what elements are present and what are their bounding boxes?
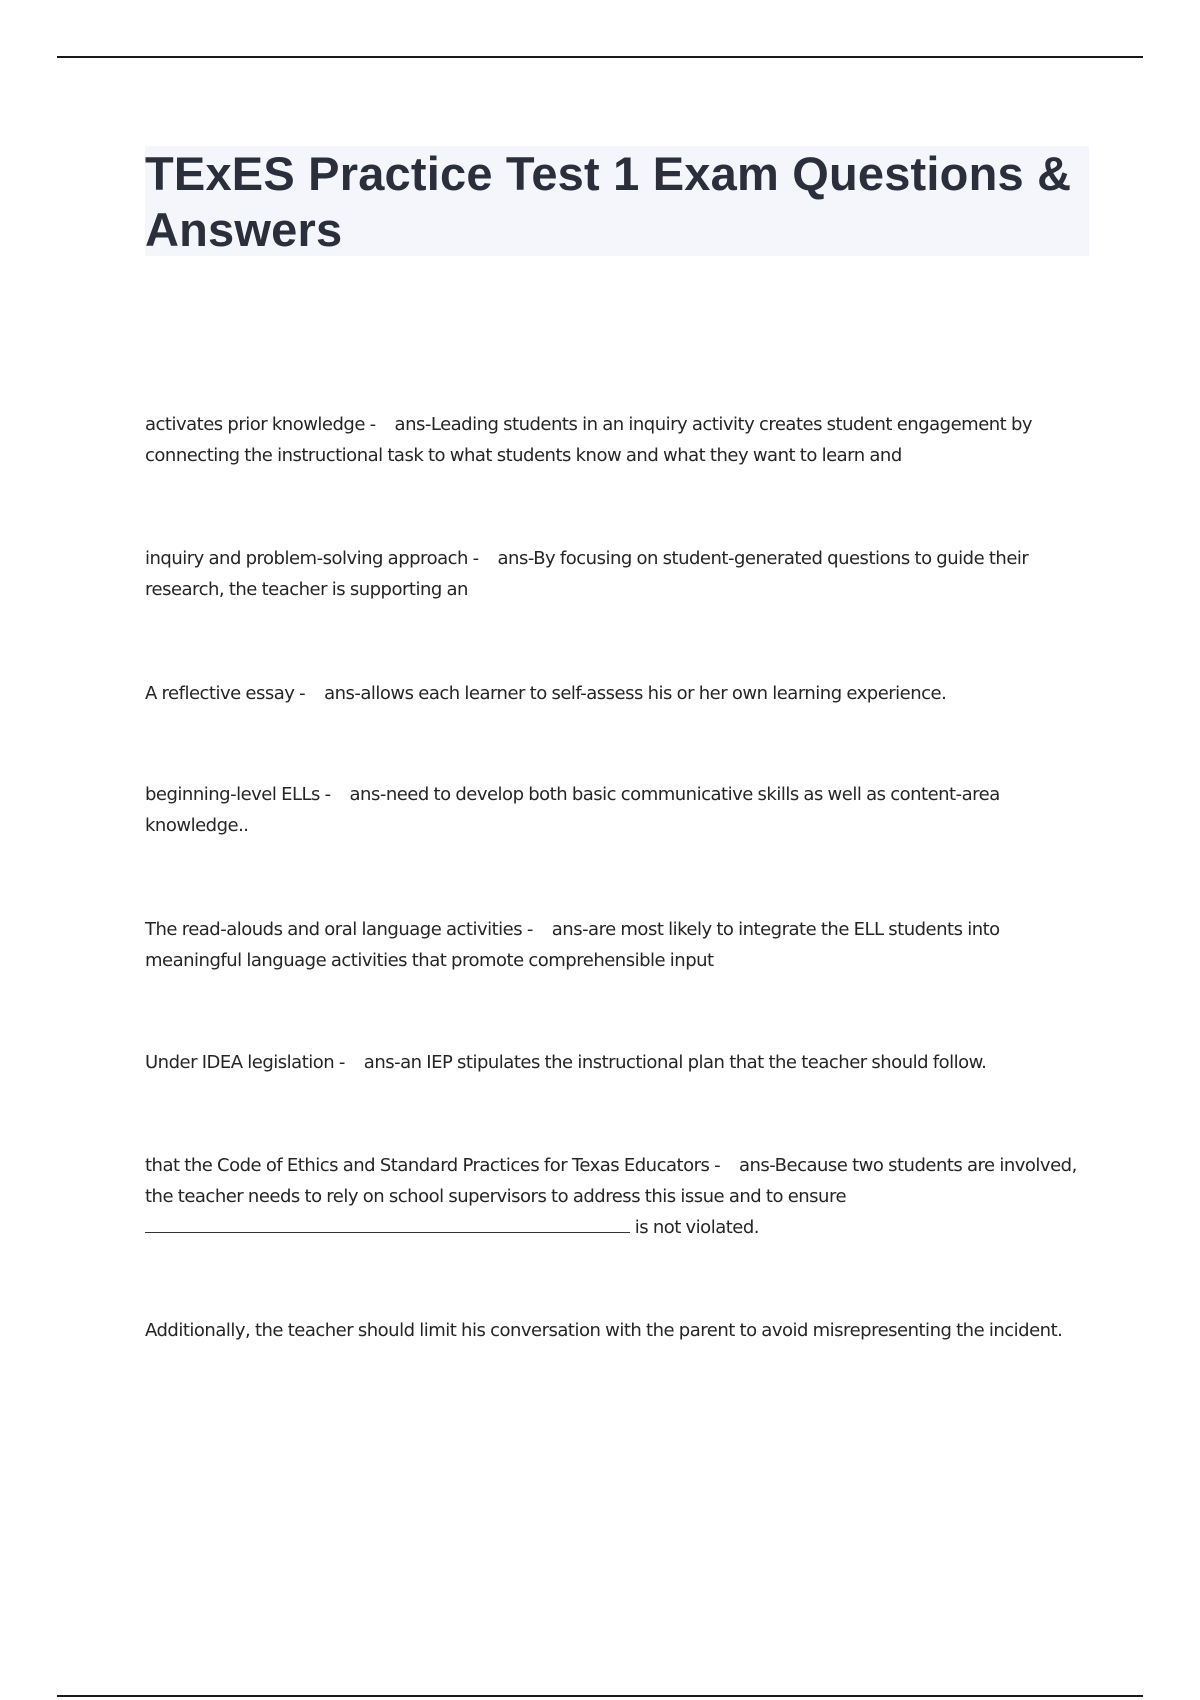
entry-term: The read-alouds and oral language activities <box>145 919 523 940</box>
top-rule <box>57 56 1143 58</box>
entry-answer: ans-Leading students in an inquiry activity creates student engagement by connecting the instructional task to what students know and what they want to learn and <box>145 414 1033 466</box>
entry-answer: ans-Because two students are involved, the teacher needs to rely on school supervisors to address this issue and to ensure <box>145 1155 1077 1207</box>
entry-separator: - <box>467 548 498 569</box>
entry-answer-tail: is not violated. <box>630 1217 759 1238</box>
qa-entry <box>145 543 1085 605</box>
fill-in-blank <box>145 1212 630 1233</box>
entry-term: inquiry and problem-solving approach <box>145 548 468 569</box>
entry-term: beginning-level ELLs <box>145 784 320 805</box>
closing-paragraph: Additionally, the teacher should limit his conversation with the parent to avoid misrepresenting the incident. <box>145 1320 1063 1341</box>
qa-entry <box>145 678 1085 709</box>
entry-answer: ans-By focusing on student-generated questions to guide their research, the teacher is supporting an <box>145 548 1029 600</box>
entry-answer: ans-need to develop both basic communicative skills as well as content-area knowledge.. <box>145 784 1000 836</box>
qa-entry <box>145 914 1085 976</box>
entry-separator: - <box>319 784 350 805</box>
entry-separator: - <box>294 683 325 704</box>
entry-term: A reflective essay <box>145 683 295 704</box>
entry-separator: - <box>709 1155 739 1176</box>
entry-answer: ans-allows each learner to self-assess his or her own learning experience. <box>324 683 947 704</box>
entry-term: Under IDEA legislation <box>145 1052 335 1073</box>
qa-entry <box>145 1150 1085 1243</box>
entry-answer: ans-are most likely to integrate the ELL students into meaningful language activities that promote comprehensible input <box>145 919 1000 971</box>
entry-term: that the Code of Ethics and Standard Practices for Texas Educators <box>145 1155 710 1176</box>
title-block <box>145 146 1089 256</box>
qa-entry <box>145 409 1085 471</box>
entry-answer: ans-an IEP stipulates the instructional plan that the teacher should follow. <box>363 1052 987 1073</box>
entry-separator: - <box>334 1052 364 1073</box>
entry-separator: - <box>522 919 552 940</box>
entry-term: activates prior knowledge <box>145 414 365 435</box>
entry-separator: - <box>364 414 395 435</box>
page-title: TExES Practice Test 1 Exam Questions & Answers <box>145 147 1072 256</box>
qa-entry <box>145 779 1085 841</box>
qa-entry <box>145 1047 1085 1078</box>
bottom-rule <box>57 1695 1143 1697</box>
